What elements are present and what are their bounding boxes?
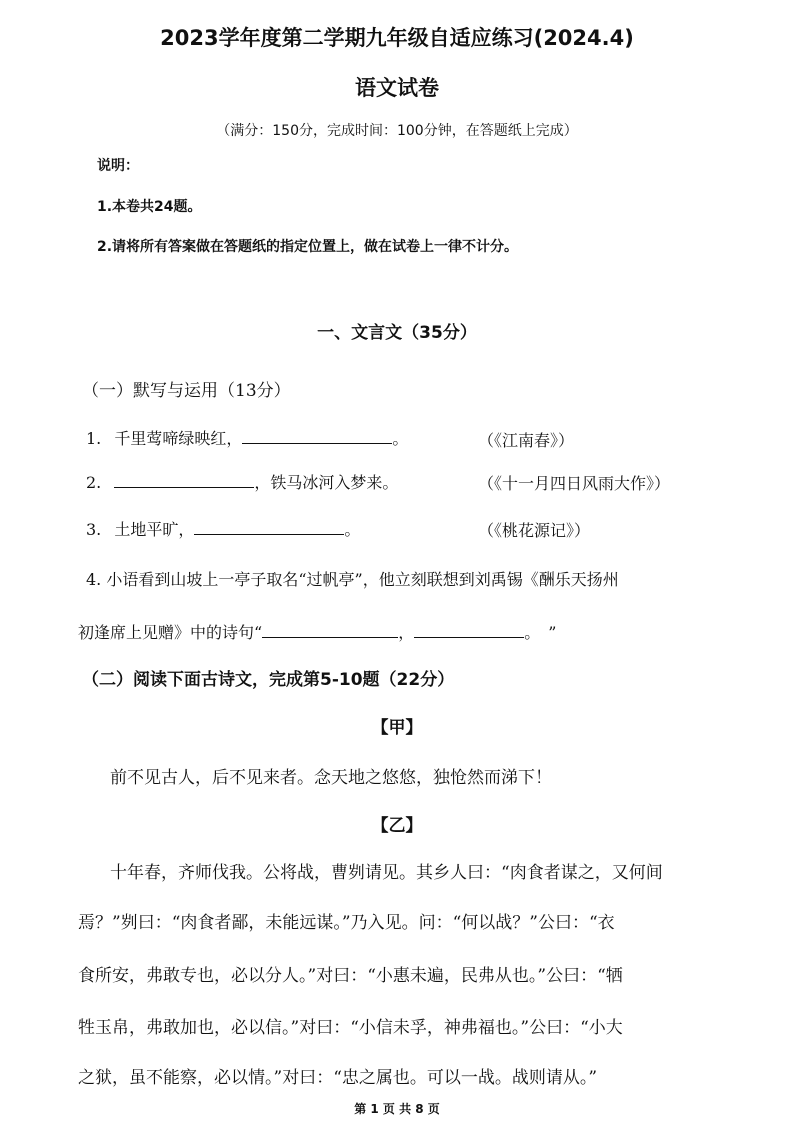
instruction-item-1: 1.本卷共24题。 bbox=[97, 199, 202, 215]
part2-title: （二）阅读下面古诗文，完成第5-10题（22分） bbox=[82, 670, 455, 690]
question-text: ， bbox=[398, 623, 415, 642]
section-title: 一、文言文（35分） bbox=[317, 323, 477, 343]
question-4-line1: 4. 小语看到山坡上一亭子取名“过帆亭”，他立刻联想到刘禹锡《酬乐天扬州 bbox=[86, 570, 619, 589]
question-number: 1. bbox=[86, 429, 102, 448]
passage-jia-text: 前不见古人，后不见来者。念天地之悠悠，独怆然而涕下！ bbox=[110, 768, 552, 788]
exam-note: （满分：150分，完成时间：100分钟，在答题纸上完成） bbox=[216, 123, 578, 139]
question-source: （《桃花源记》） bbox=[478, 521, 591, 540]
answer-blank bbox=[194, 518, 344, 535]
passage-yi-label: 【乙】 bbox=[371, 816, 423, 836]
answer-blank bbox=[414, 621, 524, 638]
question-source: （《江南春》） bbox=[478, 431, 575, 450]
instruction-item-2: 2.请将所有答案做在答题纸的指定位置上，做在试卷上一律不计分。 bbox=[97, 239, 519, 255]
question-3 bbox=[86, 517, 360, 540]
answer-blank bbox=[242, 427, 392, 444]
page-title: 2023学年度第二学期九年级自适应练习(2024.4) bbox=[160, 26, 634, 50]
question-number: 3. bbox=[86, 520, 102, 539]
question-text: 千里莺啼绿映红， bbox=[114, 429, 243, 448]
question-text: 初逢席上见赠》中的诗句“ bbox=[78, 623, 263, 642]
question-2 bbox=[86, 470, 398, 493]
part1-title: （一）默写与运用（13分） bbox=[82, 381, 291, 401]
paper-subtitle: 语文试卷 bbox=[355, 76, 439, 100]
passage-yi-line: 之狱，虽不能察，必以情。”对曰：“忠之属也。可以一战。战则请从。” bbox=[78, 1068, 598, 1088]
question-text: ，铁马冰河入梦来。 bbox=[254, 473, 399, 492]
question-text: 。 bbox=[392, 429, 409, 448]
passage-yi-line: 十年春，齐师伐我。公将战，曹刿请见。其乡人曰：“肉食者谋之，又何间 bbox=[110, 863, 663, 883]
passage-yi-line: 牲玉帛，弗敢加也，必以信。”对曰：“小信未孚，神弗福也。”公曰：“小大 bbox=[78, 1018, 623, 1038]
question-text: 土地平旷， bbox=[114, 520, 195, 539]
question-1 bbox=[86, 426, 408, 449]
question-number: 2. bbox=[86, 473, 102, 492]
question-text: 。 bbox=[344, 520, 361, 539]
instructions-label: 说明： bbox=[97, 158, 139, 174]
question-4-line2 bbox=[78, 620, 556, 643]
passage-yi-line: 食所安，弗敢专也，必以分人。”对曰：“小惠未遍，民弗从也。”公曰：“牺 bbox=[78, 966, 623, 986]
page-footer: 第 1 页 共 8 页 bbox=[354, 1102, 440, 1116]
passage-yi-line: 焉？”刿曰：“肉食者鄙，未能远谋。”乃入见。问：“何以战？”公曰：“衣 bbox=[78, 913, 615, 933]
question-source: （《十一月四日风雨大作》） bbox=[478, 474, 671, 493]
answer-blank bbox=[262, 621, 398, 638]
passage-jia-label: 【甲】 bbox=[371, 718, 423, 738]
question-text: 。 ” bbox=[524, 623, 557, 642]
answer-blank bbox=[114, 471, 254, 488]
